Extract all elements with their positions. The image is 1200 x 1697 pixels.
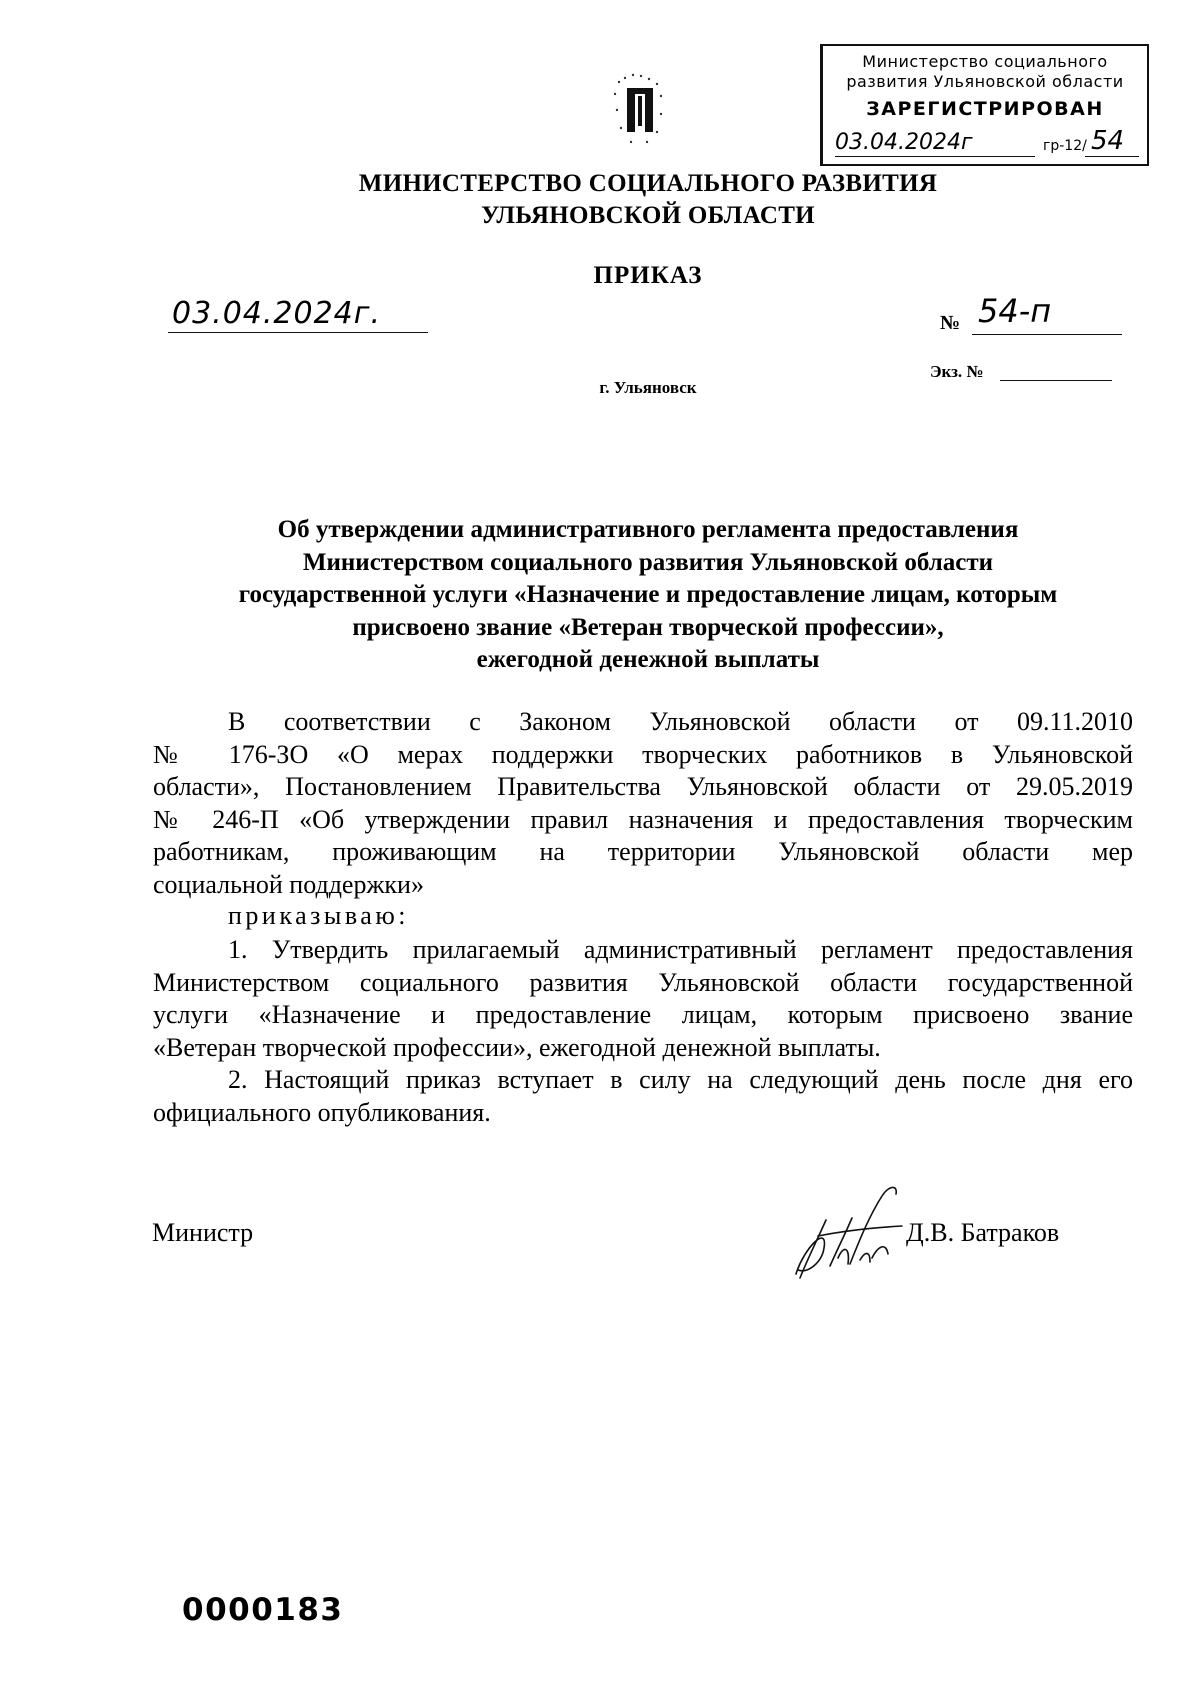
number-underline (972, 334, 1122, 335)
ministry-title-line2: УЛЬЯНОВСКОЙ ОБЛАСТИ (481, 202, 815, 229)
city-label: г. Ульяновск (599, 378, 697, 397)
date-underline (168, 332, 428, 333)
subject-line: ежегодной денежной выплаты (476, 646, 820, 673)
paragraph-line: № 176-ЗО «О мерах поддержки творческих работников в Ульяновской (153, 739, 1133, 769)
stamp-ministry-line1: Министерство социального (862, 52, 1108, 71)
signer-position: Министр (152, 1218, 254, 1247)
subject-line: присвоено звание «Ветеран творческой профессии», (352, 613, 944, 641)
order-item-2 (153, 1064, 1133, 1129)
stamp-date-underline (835, 156, 1035, 157)
paragraph-line: № 246-П «Об утверждении правил назначения и предоставления творческим (153, 804, 1133, 834)
stamp-date: 03.04.2024г (835, 130, 973, 155)
paragraph-line: области», Постановлением Правительства Ульяновской области от 29.05.2019 (153, 772, 1133, 801)
signer-name: Д.В. Батраков (906, 1218, 1060, 1247)
paragraph-line: официального опубликования. (153, 1097, 491, 1127)
preamble-paragraph (153, 706, 1133, 901)
handwritten-order-number: 54-п (978, 292, 1052, 330)
paragraph-line: услуги «Назначение и предоставление лицам, которым присвоено звание (153, 1000, 1133, 1029)
order-verb: приказываю: (228, 901, 409, 930)
subject-line: Об утверждении административного регламента предоставления (277, 516, 1019, 543)
document-type-title: ПРИКАЗ (593, 262, 703, 289)
stamp-group: гр-12/ (1043, 138, 1087, 154)
stamp-registered-label: ЗАРЕГИСТРИРОВАН (866, 98, 1104, 120)
order-subject (150, 514, 1146, 677)
stamp-ministry-line2: развития Ульяновской области (846, 72, 1124, 91)
document-serial-number: 0000183 (182, 1592, 344, 1628)
stamp-number: 54 (1091, 126, 1125, 156)
paragraph-line: социальной поддержки» (153, 869, 424, 899)
paragraph-line: «Ветеран творческой профессии», ежегодной денежной выплаты. (153, 1032, 881, 1062)
paragraph-line: 1. Утвердить прилагаемый административный регламент предоставления (228, 935, 1133, 964)
ministry-title-line1: МИНИСТЕРСТВО СОЦИАЛЬНОГО РАЗВИТИЯ (358, 170, 938, 197)
paragraph-line: 2. Настоящий приказ вступает в силу на следующий день после дня его (228, 1065, 1133, 1094)
subject-line: государственной услуги «Назначение и предоставление лицам, которым (238, 581, 1058, 608)
stamp-number-underline (1085, 156, 1139, 157)
copy-number-label: Экз. № (930, 362, 984, 381)
subject-line: Министерством социального развития Ульяновской области (302, 548, 994, 576)
coat-of-arms-emblem (605, 70, 665, 150)
registration-stamp (820, 44, 1149, 166)
order-item-1 (153, 934, 1133, 1064)
paragraph-line: Министерством социального развития Ульяновской области государственной (153, 967, 1133, 997)
handwritten-date: 03.04.2024г. (172, 296, 382, 331)
number-label: № (940, 312, 961, 334)
paragraph-line: работникам, проживающим на территории Ульяновской области мер (153, 837, 1133, 866)
paragraph-line: В соответствии с Законом Ульяновской области от 09.11.2010 (228, 707, 1133, 736)
